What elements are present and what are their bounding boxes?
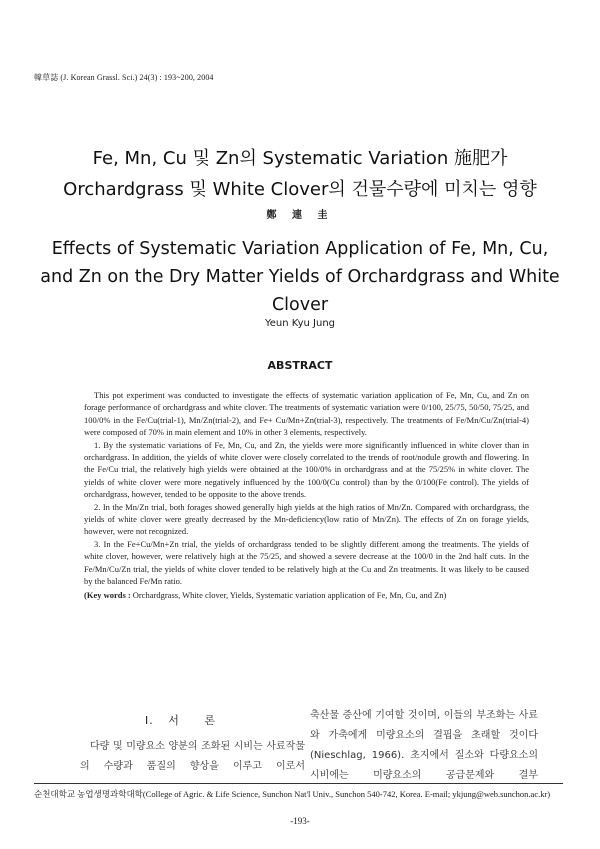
author-affiliation: 순천대학교 농업생명과학대학(College of Agric. & Life Science, Sunchon Nat'l Univ., Sunchon 540-742, Korea. E-mail; ykjung@web.sunchon.ac.kr)	[34, 789, 551, 799]
body-left-column	[80, 737, 305, 777]
english-title: Effects of Systematic Variation Application of Fe, Mn, Cu, and Zn on the Dry Matter Yields of Orchardgrass and White Clover	[40, 239, 560, 315]
body-right-text: 축산물 증산에 기여할 것이며, 이들의 부조화는 사료와 가축에게 미량요소의 결핍을 초래할 것이다(Nieschlag, 1966). 초지에서 질소와 다량요소의 시비에는 미량요소의 공급문제와 결부	[310, 710, 538, 781]
section-heading-introduction	[145, 712, 216, 728]
abstract-paragraph-result-3: 3. In the Fe+Cu/Mn+Zn trial, the yields of orchardgrass tended to be slightly different among the treatments. The yields of white clover, however, were relatively high at the 75/25, and showed a severe decrease at the 100/0 in the 2nd half cuts. In the Fe/Mn/Cu/Zn trial, the yields of white clover tended to be relatively high at the Cu and Zn treatments. It was likely to be caused by the balanced Fe/Mn ratio.	[84, 538, 529, 587]
page-number: -193-	[290, 816, 310, 826]
abstract-paragraph-result-2: 2. In the Mn/Zn trial, both forages showed generally high yields at the high ratios of Mn/Zn. Compared with orchardgrass, the yields of white clover were greatly decreased by the Mn-deficiency(low ratio of Mn/Zn). The effects of Zn on forage yields, however, were not recognized.	[84, 501, 529, 537]
english-author-name: Yeun Kyu Jung	[264, 318, 336, 329]
abstract-body	[84, 389, 529, 601]
keywords-label: (Key words :	[84, 589, 131, 600]
journal-citation: 韓草誌 (J. Korean Grassl. Sci.) 24(3) : 193~200, 2004	[34, 73, 214, 82]
body-right-column	[310, 706, 538, 786]
korean-title-line-1: Fe, Mn, Cu 및 Zn의 Systematic Variation 施肥가	[92, 148, 508, 169]
footnote-divider	[34, 783, 563, 784]
keywords-text: Orchardgrass, White clover, Yields, Systematic variation application of Fe, Mn, Cu, and Zn)	[132, 589, 447, 600]
abstract-paragraph-result-1: 1. By the systematic variations of Fe, Mn, Cu, and Zn, the yields were more significantly influenced in white clover than in orchardgrass. In addition, the yields of white clover were closely correlated to the trends of root/nodule growth and flowering. In the Fe/Cu trial, the relatively high yields were obtained at the 100/0% in orchardgrass and at the 75/25% in white clover. The yields of white clover were more negatively influenced by the 100/0(Cu control) than by the 0/100(Fe control). The yields of orchardgrass, however, tended to be opposite to the above trends.	[84, 439, 529, 500]
korean-title-line-2: Orchardgrass 및 White Clover의 건물수량에 미치는 영향	[63, 179, 537, 200]
abstract-paragraph-intro: This pot experiment was conducted to investigate the effects of systematic variation application of Fe, Mn, Cu, and Zn on forage performance of orchardgrass and white clover. The treatments of systematic variation were 0/100, 25/75, 50/50, 75/25, and 100/0% in the Fe/Cu(trial-1), Mn/Zn(trial-2), and Fe+ Cu/Mn+Zn(trial-3), respectively. The treatments of Fe/Mn/Cu/Zn(trial-4) were composed of 70% in main element and 10% in other 3 elements, respectively.	[84, 390, 529, 438]
section-number: Ⅰ.	[145, 714, 154, 727]
section-title-part-1: 서	[168, 714, 180, 727]
korean-author-name: 鄭 連 圭	[266, 210, 334, 221]
abstract-heading: ABSTRACT	[267, 359, 333, 372]
body-left-text: 다량 및 미량요소 양분의 조화된 시비는 사료작물의 수량과 품질의 향상을 이루고 이로서	[80, 741, 305, 772]
keywords	[84, 589, 529, 601]
section-title-part-2: 론	[204, 714, 217, 727]
